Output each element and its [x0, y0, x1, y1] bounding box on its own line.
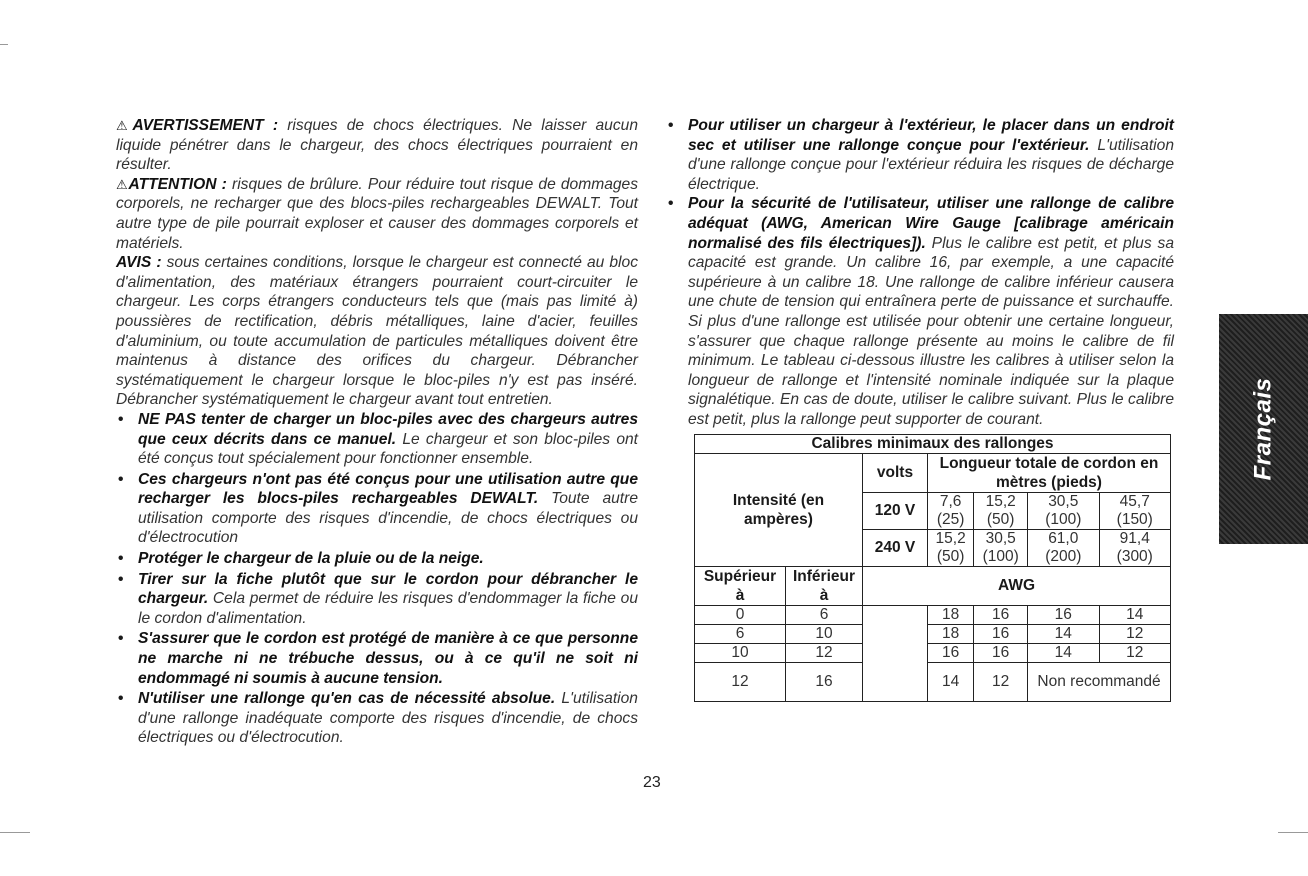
right-column — [666, 116, 1174, 702]
crop-mark — [0, 832, 30, 833]
warning-label: AVERTISSEMENT : — [132, 117, 279, 134]
page-number: 23 — [643, 774, 661, 791]
bullet-item: • Protéger le chargeur de la pluie ou de la neige. — [118, 550, 484, 568]
extension-cord-gauge-table — [694, 434, 1171, 702]
table-title: Calibres minimaux des rallonges — [695, 434, 1171, 453]
table-cell: 6 — [695, 624, 786, 643]
bullet-bold: Pour la sécurité de l'utilisateur, utiliser une rallonge de calibre adéquat (AWG, American Wire Gauge [calibrage américain normalisé des fils électriques]). — [688, 195, 1174, 252]
table-cell: 18 — [928, 624, 974, 643]
bullet-item: • N'utiliser une rallonge qu'en cas de nécessité absolue. L'utilisation d'une rallonge inadéquate comporte des risques d'incendie, de chocs électriques ou d'électrocution. — [118, 690, 638, 747]
bullet-bold: Pour utiliser un chargeur à l'extérieur, le placer dans un endroit sec et utiliser une rallonge conçue pour l'extérieur. — [688, 117, 1174, 154]
table-row — [695, 605, 1171, 624]
table-cell: 12 — [1099, 643, 1171, 662]
bullet-text: Toute autre utilisation comporte des risques d'incendie, de chocs électriques ou d'électrocution — [138, 490, 638, 547]
table-cell: 10 — [695, 643, 786, 662]
notice-paragraph — [116, 253, 638, 410]
table-cell: 12 — [695, 662, 786, 701]
volts-header: volts — [863, 453, 928, 492]
intensity-header: Intensité (en ampères) — [695, 453, 863, 566]
awg-header: AWG — [863, 566, 1171, 605]
table-cell: 91,4 (300) — [1099, 529, 1171, 566]
table-cell: 12 — [786, 643, 863, 662]
length-header: Longueur totale de cordon en mètres (pieds) — [928, 453, 1171, 492]
table-cell: 18 — [928, 605, 974, 624]
crop-mark — [1278, 832, 1308, 833]
table-row — [695, 624, 1171, 643]
caution-paragraph — [116, 175, 638, 253]
inferior-header: Inférieur à — [786, 566, 863, 605]
bullet-text: Plus le calibre est petit, et plus sa capacité est grande. Un calibre 16, par exemple, a une capacité supérieure à un calibre 18. Une rallonge de calibre inférieur causera une chute de tension qui entraînera perte de puissance et surchauffe. Si plus d'une rallonge est utilisée pour obtenir une certaine longueur, s'assurer que chaque rallonge présente au moins le calibre de fil minimum. Le tableau ci-dessous illustre les calibres à utiliser selon la longueur de rallonge et l'intensité nominale indiquée sur la plaque signalétique. En cas de doute, utiliser le calibre suivant. Plus le calibre est petit, plus la rallonge peut supporter de courant. — [688, 234, 1174, 428]
bullet-text: Cela permet de réduire les risques d'endommager la fiche ou le cordon d'alimentation. — [138, 590, 638, 627]
voltage-240-label: 240 V — [863, 529, 928, 566]
table-cell: 16 — [974, 605, 1028, 624]
table-cell: 16 — [928, 643, 974, 662]
left-column — [116, 116, 638, 749]
table-cell: 30,5 (100) — [1028, 492, 1099, 529]
language-side-tab — [1219, 314, 1308, 544]
bullet-item: • Ces chargeurs n'ont pas été conçus pour une utilisation autre que recharger les blocs-piles rechargeables DEWALT. Toute autre utilisation comporte des risques d'incendie, de chocs électriques ou d'électrocution — [118, 470, 638, 547]
table-cell: 14 — [928, 662, 974, 701]
table-cell: 14 — [1028, 624, 1099, 643]
table-cell: 0 — [695, 605, 786, 624]
crop-mark — [0, 44, 8, 45]
table-cell: 14 — [1028, 643, 1099, 662]
bullet-text: Le chargeur et son bloc-piles ont été conçus tout spécialement pour fonctionner ensemble. — [138, 430, 638, 468]
bullet-item: • NE PAS tenter de charger un bloc-piles avec des chargeurs autres que ceux décrits dans ce manuel. Le chargeur et son bloc-piles ont été conçus tout spécialement pour fonctionner ensemble. — [118, 410, 638, 468]
bullet-bold: NE PAS tenter de charger un bloc-piles avec des chargeurs autres que ceux décrits dans ce manuel. — [138, 410, 638, 448]
right-bullet-list — [666, 116, 1174, 430]
bullet-bold: Ces chargeurs n'ont pas été conçus pour une utilisation autre que recharger les blocs-piles rechargeables DEWALT. — [138, 470, 638, 508]
table-cell: 10 — [786, 624, 863, 643]
notice-text: sous certaines conditions, lorsque le chargeur est connecté au bloc d'alimentation, des matériaux étrangers pourraient court-circuiter le chargeur. Les corps étrangers conducteurs tels que (mais pas limité à) poussières de rectification, débris métalliques, laine d'acier, feuilles d'aluminium, ou toute accumulation de particules métalliques doivent être maintenus à distance des orifices du chargeur. Débrancher systématiquement le chargeur lorsque le bloc-piles n'y est pas inséré. Débrancher systématiquement le chargeur avant tout entretien. — [116, 254, 638, 409]
table-cell: Non recommandé — [1028, 662, 1171, 701]
voltage-120-label: 120 V — [863, 492, 928, 529]
table-cell: 12 — [1099, 624, 1171, 643]
table-cell: 7,6 (25) — [928, 492, 974, 529]
notice-label: AVIS : — [116, 254, 162, 272]
caution-label: ATTENTION : — [128, 175, 227, 193]
bullet-text: L'utilisation d'une rallonge conçue pour l'extérieur réduira les risques de décharge électrique. — [688, 136, 1174, 193]
bullet-item: • Pour la sécurité de l'utilisateur, utiliser une rallonge de calibre adéquat (AWG, American Wire Gauge [calibrage américain normalisé des fils électriques]). Plus le calibre est petit, et plus sa capacité est grande. Un calibre 16, par exemple, a une capacité supérieure à un calibre 18. Une rallonge de calibre inférieur causera une chute de tension qui entraînera perte de puissance et surchauffe. Si plus d'une rallonge est utilisée pour obtenir une certaine longueur, s'assurer que chaque rallonge présente au moins le calibre de fil minimum. Le tableau ci-dessous illustre les calibres à utiliser selon la longueur de rallonge et l'intensité nominale indiquée sur la plaque signalétique. En cas de doute, utiliser le calibre suivant. Plus le calibre est petit, plus la rallonge peut supporter de courant. — [668, 195, 1174, 428]
bullet-bold: S'assurer que le cordon est protégé de manière à ce que personne ne marche ni ne trébuche dessus, ou à ce qu'il ne soit ni endommagé ni soumis à aucune tension. — [138, 630, 638, 687]
bullet-item: • Tirer sur la fiche plutôt que sur le cordon pour débrancher le chargeur. Cela permet de réduire les risques d'endommager la fiche ou le cordon d'alimentation. — [118, 570, 638, 627]
table-cell: 30,5 (100) — [974, 529, 1028, 566]
caution-text: risques de brûlure. Pour réduire tout risque de dommages corporels, ne recharger que des blocs-piles rechargeables DEWALT. Tout autre type de pile pourrait exploser et causer des dommages corporels et matériels. — [116, 175, 639, 252]
table-row — [695, 643, 1171, 662]
language-label: Français — [1249, 377, 1277, 481]
bullet-item: • Pour utiliser un chargeur à l'extérieur, le placer dans un endroit sec et utiliser une rallonge conçue pour l'extérieur. L'utilisation d'une rallonge conçue pour l'extérieur réduira les risques de décharge électrique. — [668, 117, 1174, 193]
table-cell: 61,0 (200) — [1028, 529, 1099, 566]
warning-text: risques de chocs électriques. Ne laisser aucun liquide pénétrer dans le chargeur, des chocs électriques pourraient en résulter. — [116, 117, 638, 174]
table-row — [695, 662, 1171, 701]
table-cell — [863, 605, 928, 701]
table-cell: 14 — [1099, 605, 1171, 624]
bullet-bold: N'utiliser une rallonge qu'en cas de nécessité absolue. — [138, 690, 556, 708]
table-cell: 16 — [1028, 605, 1099, 624]
bullet-bold: Protéger le chargeur de la pluie ou de la neige. — [138, 550, 484, 568]
table-cell: 12 — [974, 662, 1028, 701]
warning-paragraph — [116, 116, 638, 175]
bullet-item: • S'assurer que le cordon est protégé de manière à ce que personne ne marche ni ne trébuche dessus, ou à ce qu'il ne soit ni endommagé ni soumis à aucune tension. — [118, 630, 638, 687]
superior-header: Supérieur à — [695, 566, 786, 605]
table-cell: 16 — [786, 662, 863, 701]
table-cell: 15,2 (50) — [928, 529, 974, 566]
bullet-text: L'utilisation d'une rallonge inadéquate comporte des risques d'incendie, de chocs électriques ou d'électrocution. — [138, 690, 638, 747]
table-cell: 45,7 (150) — [1099, 492, 1171, 529]
table-cell: 16 — [974, 643, 1028, 662]
table-cell: 16 — [974, 624, 1028, 643]
bullet-bold: Tirer sur la fiche plutôt que sur le cordon pour débrancher le chargeur. — [138, 570, 638, 608]
warning-triangle-icon: ⚠ — [116, 118, 133, 133]
table-cell: 15,2 (50) — [974, 492, 1028, 529]
warning-triangle-icon: ⚠ — [116, 176, 129, 192]
table-cell: 6 — [786, 605, 863, 624]
left-bullet-list — [116, 410, 638, 748]
